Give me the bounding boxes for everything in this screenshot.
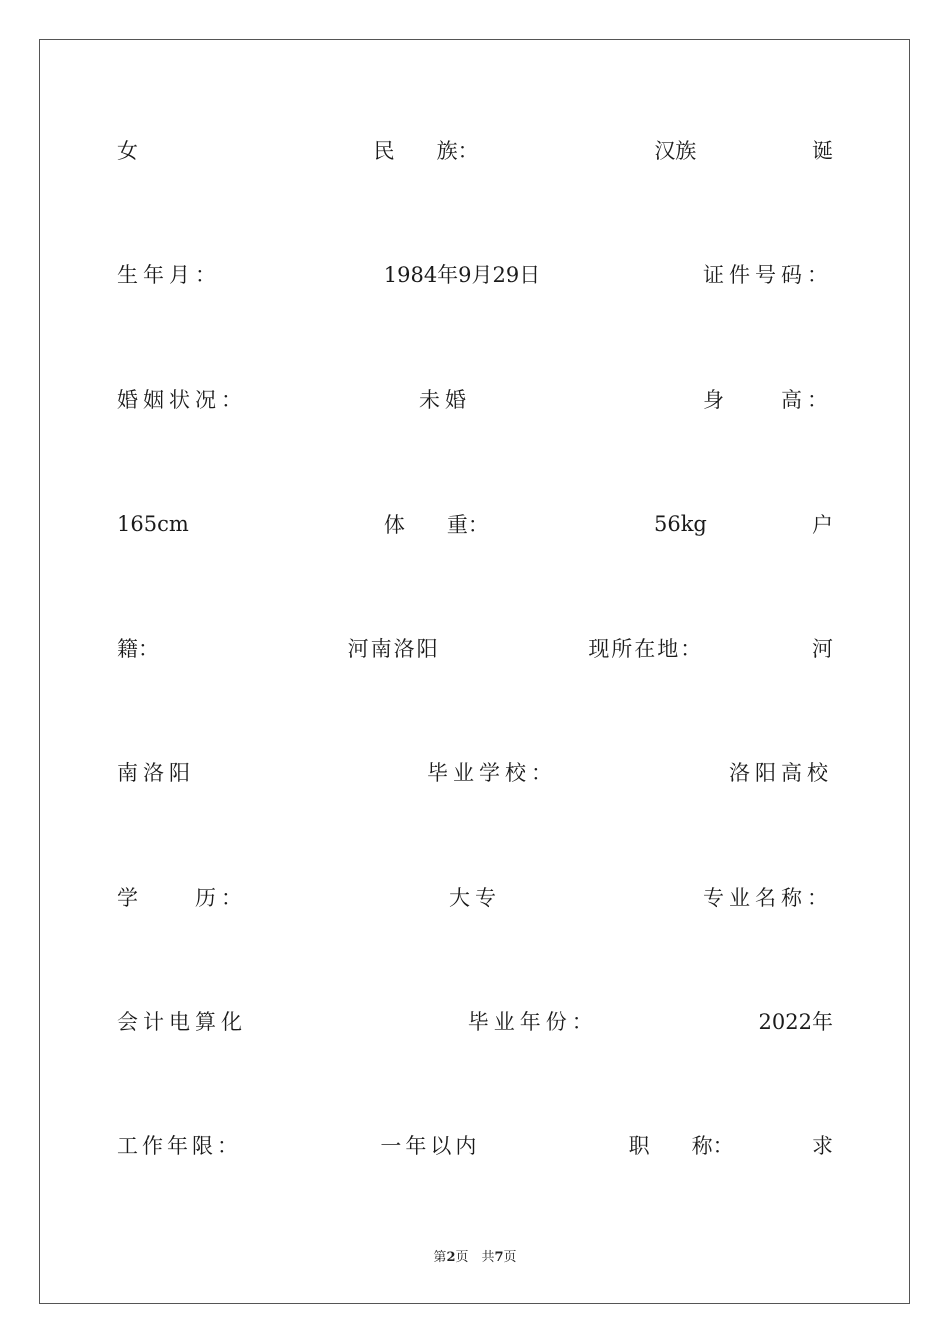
text-segment: 诞 — [811, 139, 833, 163]
text-line-2 — [117, 258, 833, 290]
text-segment: 婚姻状况： — [117, 388, 247, 412]
page-frame — [39, 39, 910, 1304]
text-segment: 求 — [811, 1134, 833, 1158]
text-segment: 南洛阳 — [117, 761, 195, 785]
current-page-number: 2 — [446, 1250, 456, 1265]
text-segment: 56kg — [653, 512, 707, 536]
text-line-1 — [117, 134, 833, 166]
text-line-3 — [117, 383, 833, 415]
page-mid: 页 共 — [455, 1250, 495, 1265]
page-suffix: 页 — [503, 1250, 517, 1265]
text-segment: 专业名称： — [703, 886, 833, 910]
text-segment: 未婚 — [419, 388, 471, 412]
text-segment: 洛阳高校 — [729, 761, 833, 785]
total-page-number: 7 — [494, 1250, 504, 1265]
text-segment: 工作年限： — [117, 1134, 242, 1158]
text-segment: 河南洛阳 — [347, 637, 440, 661]
text-segment: 现所在地： — [588, 637, 704, 661]
text-segment: 一年以内 — [380, 1134, 481, 1158]
text-segment: 毕业年份： — [467, 1010, 598, 1034]
text-segment: 汉族 — [654, 139, 697, 163]
text-segment: 身 高： — [703, 388, 833, 412]
text-segment: 河 — [811, 637, 833, 661]
text-segment: 民 族： — [373, 139, 479, 163]
text-segment: 户 — [811, 513, 833, 537]
text-segment: 大专 — [449, 886, 501, 910]
text-segment: 体 重： — [383, 513, 489, 537]
text-line-9 — [117, 1129, 833, 1161]
page-prefix: 第 — [433, 1250, 447, 1265]
text-segment: 生年月： — [117, 263, 221, 287]
text-segment: 籍： — [117, 637, 159, 661]
text-segment: 165cm — [117, 512, 189, 536]
text-line-6 — [117, 756, 833, 788]
text-segment: 1984年9月29日 — [383, 263, 541, 287]
text-segment: 职 称： — [628, 1134, 734, 1158]
text-segment: 学 历： — [117, 886, 247, 910]
text-segment: 证件号码： — [703, 263, 833, 287]
text-line-7 — [117, 881, 833, 913]
text-line-5 — [117, 632, 833, 664]
text-segment: 2022年 — [758, 1010, 833, 1034]
text-segment: 女 — [117, 139, 138, 163]
text-segment: 会计电算化 — [117, 1010, 247, 1034]
text-segment: 毕业学校： — [427, 761, 557, 785]
text-line-4 — [117, 508, 833, 540]
page-number-footer — [0, 1246, 950, 1265]
text-line-8 — [117, 1005, 833, 1037]
